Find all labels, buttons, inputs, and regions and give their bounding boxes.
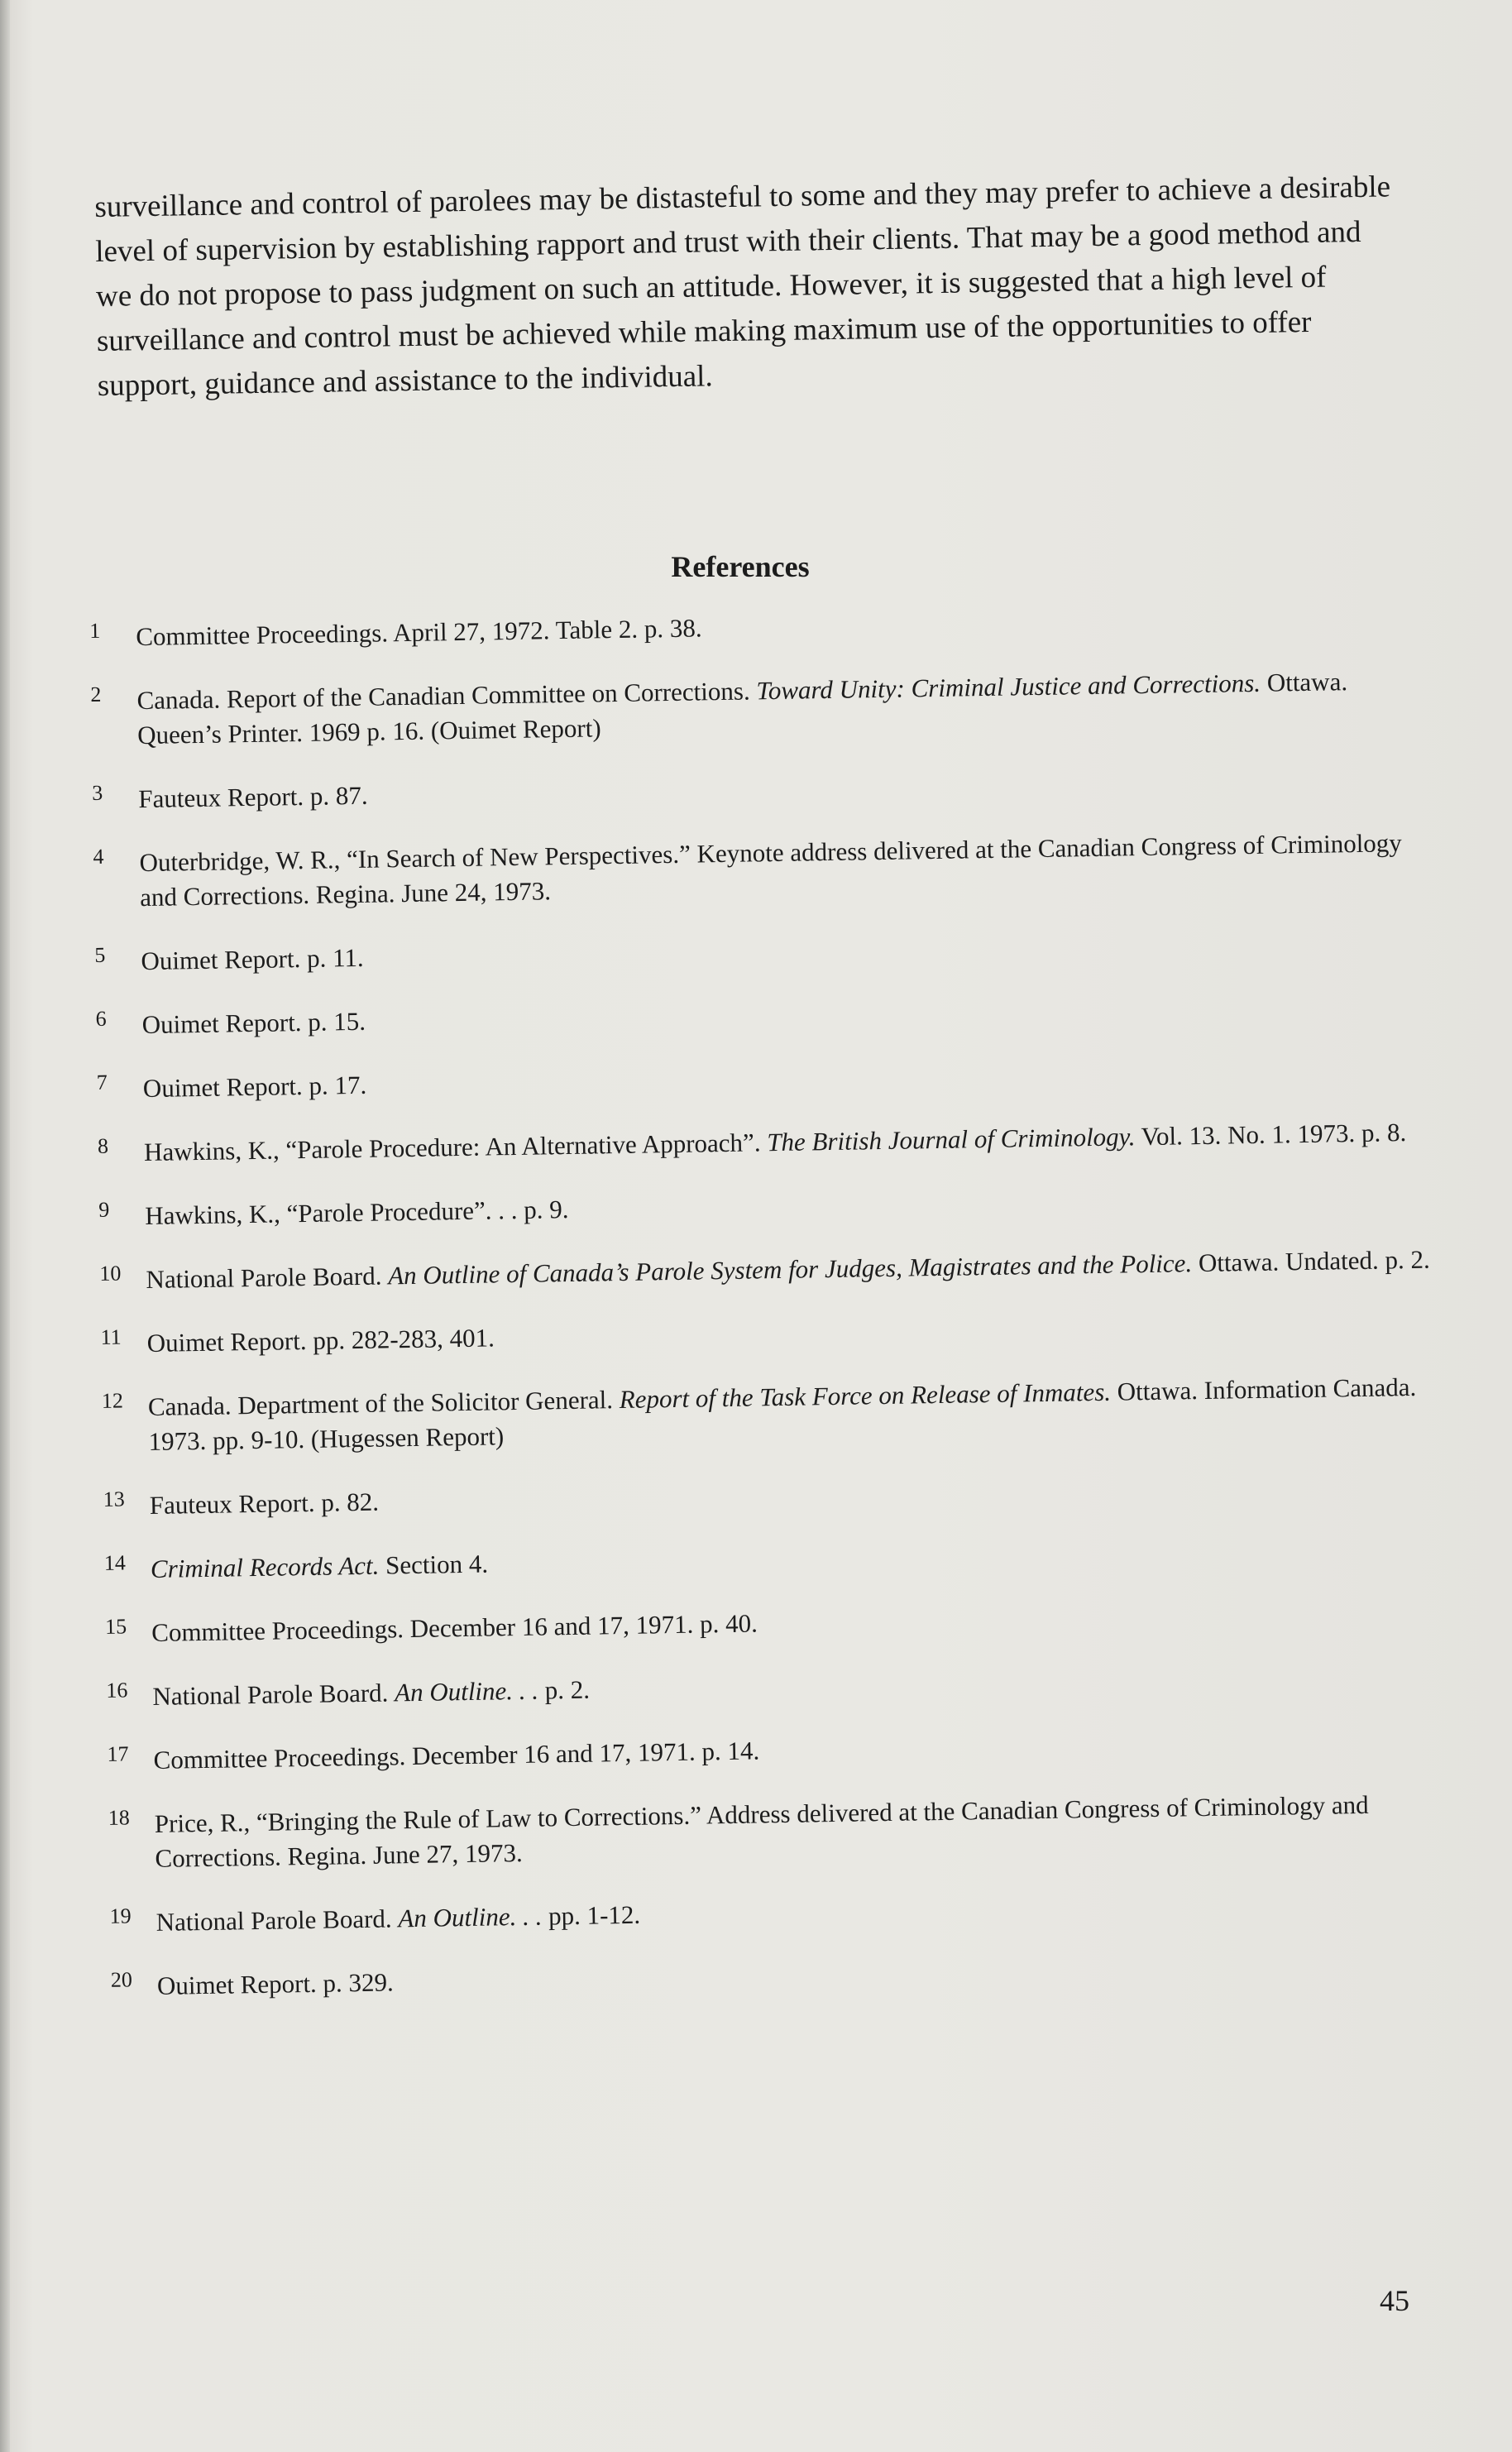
reference-text: Committee Proceedings. December 16 and 17, 1971. p. 14. <box>153 1736 760 1774</box>
reference-item <box>103 1468 1443 1523</box>
reference-title: Report of the Task Force on Release of Inmates. <box>619 1377 1112 1415</box>
reference-text: Fauteux Report. p. 82. <box>149 1487 380 1520</box>
reference-item <box>93 826 1433 916</box>
reference-item <box>97 1051 1437 1106</box>
reference-number: 13 <box>103 1487 125 1511</box>
reference-number: 20 <box>110 1967 133 1992</box>
reference-title: An Outline. . . <box>394 1675 539 1707</box>
reference-text-tail: Vol. 13. No. 1. 1973. p. 8. <box>1135 1118 1407 1152</box>
reference-number: 5 <box>94 942 106 967</box>
reference-number: 2 <box>90 682 102 706</box>
reference-text: Outerbridge, W. R., “In Search of New Perspectives.” Keynote address delivered at the Canadian Congress of Criminology and Corrections. Regina. June 24, 1973. <box>139 828 1403 912</box>
reference-text: Ouimet Report. pp. 282-283, 401. <box>146 1323 495 1358</box>
reference-item <box>90 663 1431 754</box>
reference-text: National Parole Board. <box>146 1261 389 1295</box>
reference-text: Ouimet Report. p. 15. <box>141 1006 366 1040</box>
reference-title: Toward Unity: Criminal Justice and Corrections. <box>756 668 1261 706</box>
reference-number: 16 <box>106 1678 128 1703</box>
reference-item <box>104 1531 1444 1587</box>
reference-title: Criminal Records Act. <box>150 1550 380 1583</box>
reference-title: An Outline. . . <box>398 1901 543 1933</box>
reference-text-tail: Ottawa. Information Canada. 1973. pp. 9-10. (Hugessen Report) <box>148 1372 1417 1456</box>
reference-text: Hawkins, K., “Parole Procedure”. . . p. 9. <box>145 1194 569 1231</box>
reference-text: Fauteux Report. p. 87. <box>138 780 368 814</box>
references-heading: References <box>671 550 810 583</box>
reference-item <box>106 1659 1446 1714</box>
reference-text: Canada. Report of the Canadian Committee on Corrections. <box>136 676 757 716</box>
reference-number: 11 <box>100 1324 122 1349</box>
reference-text: Ouimet Report. p. 329. <box>156 1967 395 2000</box>
reference-number: 15 <box>104 1614 127 1639</box>
reference-item <box>100 1305 1440 1361</box>
reference-number: 3 <box>92 780 103 805</box>
reference-item <box>111 1948 1451 2004</box>
reference-text: Ouimet Report. p. 11. <box>141 942 364 976</box>
reference-text: Price, R., “Bringing the Rule of Law to Corrections.” Address delivered at the Canadian Congress of Criminology and Corrections. Regina. June 27, 1973. <box>154 1789 1369 1873</box>
reference-text: Hawkins, K., “Parole Procedure: An Alternative Approach”. <box>143 1128 768 1167</box>
reference-item <box>109 1884 1449 1940</box>
reference-text: Committee Proceedings. April 27, 1972. Table 2. p. 38. <box>136 613 702 652</box>
reference-text-tail: Ottawa. Undated. p. 2. <box>1191 1244 1430 1278</box>
references-list <box>89 600 1452 2033</box>
reference-item <box>94 924 1434 979</box>
reference-title: The British Journal of Criminology. <box>766 1122 1136 1157</box>
reference-text: National Parole Board. <box>156 1904 399 1937</box>
reference-number: 19 <box>109 1904 132 1928</box>
reference-item <box>99 1242 1439 1297</box>
reference-text-tail: p. 2. <box>538 1674 591 1705</box>
reference-number: 17 <box>107 1741 129 1766</box>
body-paragraph: surveillance and control of parolees may be distasteful to some and they may prefer to achieve a desirable level of supervision by establishing rapport and trust with their clients. That may be a good method and we do not propose to pass judgment on such an attitude. However, it is suggested that a high level of surveillance and control must be achieved while making maximum use of the opportunities to offer support, guidance and assistance to the individual. <box>94 170 1391 403</box>
reference-number: 1 <box>89 618 101 643</box>
reference-item <box>95 987 1435 1042</box>
reference-number: 7 <box>96 1070 108 1094</box>
reference-text-tail: Section 4. <box>379 1549 489 1580</box>
reference-text: Canada. Department of the Solicitor General. <box>147 1385 620 1422</box>
reference-number: 10 <box>99 1261 122 1286</box>
reference-item <box>105 1595 1445 1650</box>
reference-number: 12 <box>101 1388 124 1413</box>
reference-number: 9 <box>98 1197 110 1222</box>
page-number: 45 <box>1380 2284 1409 2317</box>
reference-item <box>108 1786 1449 1876</box>
reference-text-tail: Ottawa. Queen’s Printer. 1969 p. 16. (Ouimet Report) <box>136 667 1348 750</box>
reference-number: 8 <box>97 1133 109 1158</box>
page-binding-edge <box>0 0 10 2452</box>
reference-item <box>98 1178 1438 1233</box>
reference-number: 14 <box>103 1550 127 1575</box>
reference-text-tail: pp. 1-12. <box>542 1899 641 1931</box>
reference-text: National Parole Board. <box>152 1678 395 1711</box>
reference-item <box>98 1114 1438 1170</box>
reference-title: An Outline of Canada’s Parole System for Judges, Magistrates and the Police. <box>387 1248 1193 1291</box>
reference-item <box>92 762 1432 817</box>
reference-text: Committee Proceedings. December 16 and 17, 1971. p. 40. <box>151 1608 758 1647</box>
reference-item <box>102 1369 1443 1459</box>
reference-item <box>89 600 1429 655</box>
reference-item <box>107 1722 1447 1778</box>
reference-text: Ouimet Report. p. 17. <box>142 1070 367 1104</box>
reference-number: 18 <box>108 1805 130 1830</box>
reference-number: 6 <box>95 1006 107 1031</box>
reference-number: 4 <box>93 844 104 869</box>
